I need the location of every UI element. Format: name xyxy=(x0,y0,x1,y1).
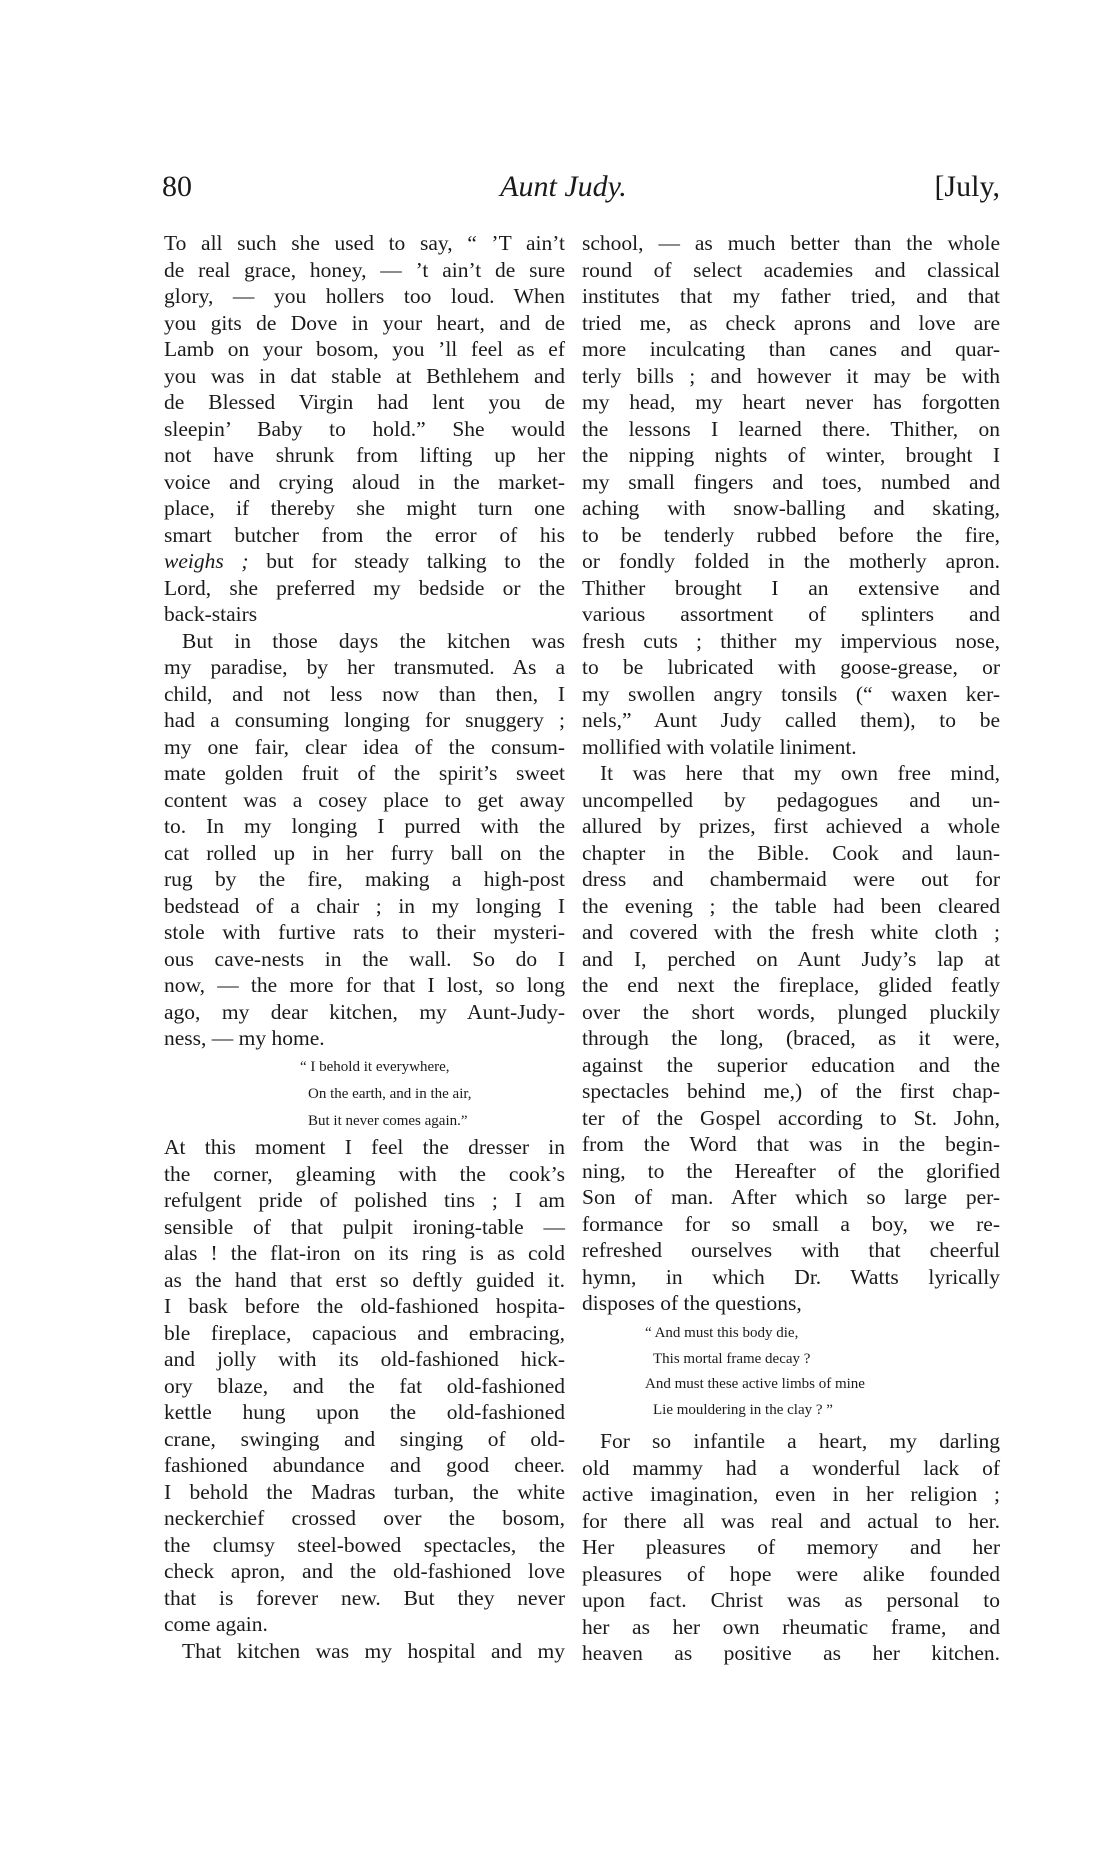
text-line: my paradise, by her transmuted. As a xyxy=(164,655,565,679)
text-line: de real grace, honey, — ’t ain’t de sure xyxy=(164,257,565,282)
text-line: stole with furtive rats to their mysteri- xyxy=(164,920,565,944)
text-line: school, — as much better than the whole xyxy=(582,231,1000,255)
text-line: Lord, she preferred my bedside or the xyxy=(164,575,565,600)
text-line: the clumsy steel-bowed spectacles, the xyxy=(164,1532,565,1557)
running-title: Aunt Judy. xyxy=(500,170,627,203)
text-line: ous cave-nests in the wall. So do I xyxy=(164,946,565,971)
text-line: rug by the fire, making a high-post xyxy=(164,867,565,891)
text-line: against the superior education and the xyxy=(582,1052,1000,1077)
issue-month: [July, xyxy=(934,170,1000,203)
text-line: to be lubricated with goose-grease, or xyxy=(582,655,1000,679)
text-line: active imagination, even in her religion ; xyxy=(582,1482,1000,1506)
text-line: neckerchief crossed over the bosom, xyxy=(164,1506,565,1530)
text-line: allured by prizes, first achieved a whole xyxy=(582,814,1000,838)
text-line: formance for so small a boy, we re- xyxy=(582,1211,1000,1236)
text-line: Thither brought I an extensive and xyxy=(582,575,1000,600)
text-line: to. In my longing I purred with the xyxy=(164,814,565,838)
text-line: place, if thereby she might turn one xyxy=(164,496,565,520)
text-line: ble fireplace, capacious and embracing, xyxy=(164,1320,565,1345)
text-line: smart butcher from the error of his xyxy=(164,522,565,547)
text-line xyxy=(164,548,565,575)
text-line: For so infantile a heart, my darling xyxy=(600,1429,1000,1453)
text-line: my small fingers and toes, numbed and xyxy=(582,469,1000,494)
poem-line: This mortal frame decay ? xyxy=(653,1350,811,1367)
text-line: various assortment of splinters and xyxy=(582,602,1000,626)
text-line: bedstead of a chair ; in my longing I xyxy=(164,893,565,918)
text-line: my swollen angry tonsils (“ waxen ker- xyxy=(582,681,1000,706)
text-line: It was here that my own free mind, xyxy=(600,761,1000,785)
text-line: Lamb on your bosom, you ’ll feel as ef xyxy=(164,337,565,361)
right-column-text-2 xyxy=(582,1428,1000,1667)
text-line: Son of man. After which so large per- xyxy=(582,1185,1000,1209)
poem-line: And must these active limbs of mine xyxy=(645,1376,865,1393)
left-column-text-1 xyxy=(164,230,565,1052)
italic-word: weighs ; xyxy=(164,549,249,573)
text-line: her as her own rheumatic frame, and xyxy=(582,1614,1000,1639)
text-line: sensible of that pulpit ironing-table — xyxy=(164,1214,565,1239)
text-line: the end next the fireplace, glided featly xyxy=(582,973,1000,997)
text-line: spectacles behind me,) of the first chap- xyxy=(582,1079,1000,1103)
text-line: Her pleasures of memory and her xyxy=(582,1535,1000,1559)
text-line: you was in dat stable at Bethlehem and xyxy=(164,363,565,388)
text-line: I bask before the old-fashioned hospita- xyxy=(164,1294,565,1318)
text-line: disposes of the questions, xyxy=(582,1291,802,1315)
left-column-text-2 xyxy=(164,1134,565,1664)
text-line: not have shrunk from lifting up her xyxy=(164,443,565,467)
text-line: my one fair, clear idea of the consum- xyxy=(164,734,565,759)
text-line: fashioned abundance and good cheer. xyxy=(164,1453,565,1477)
text-line: refulgent pride of polished tins ; I am xyxy=(164,1188,565,1212)
text-line: for there all was real and actual to her. xyxy=(582,1508,1000,1533)
text-line: terly bills ; and however it may be with xyxy=(582,363,1000,388)
text-line: check apron, and the old-fashioned love xyxy=(164,1559,565,1583)
right-column-text-1 xyxy=(582,230,1000,1317)
text-line: mollified with volatile liniment. xyxy=(582,734,857,759)
text-line: ter of the Gospel according to St. John, xyxy=(582,1105,1000,1130)
text-line: To all such she used to say, “ ’T ain’t xyxy=(164,231,565,255)
text-line: But in those days the kitchen was xyxy=(182,628,565,653)
text-line: kettle hung upon the old-fashioned xyxy=(164,1400,565,1424)
text-line: crane, swinging and singing of old- xyxy=(164,1426,565,1451)
text-line: uncompelled by pedagogues and un- xyxy=(582,787,1000,812)
text-line: tried me, as check aprons and love are xyxy=(582,310,1000,335)
text-line: and jolly with its old-fashioned hick- xyxy=(164,1347,565,1371)
text-line: ory blaze, and the fat old-fashioned xyxy=(164,1373,565,1398)
text-line: you gits de Dove in your heart, and de xyxy=(164,310,565,335)
text-line: my head, my heart never has forgotten xyxy=(582,390,1000,414)
text-line: sleepin’ Baby to hold.” She would xyxy=(164,416,565,441)
page-number: 80 xyxy=(162,170,192,203)
text-line: through the long, (braced, as it were, xyxy=(582,1026,1000,1050)
text-line: fresh cuts ; thither my impervious nose, xyxy=(582,628,1000,653)
text-line: the lessons I learned there. Thither, on xyxy=(582,416,1000,441)
text-line: more inculcating than canes and quar- xyxy=(582,337,1000,361)
text-line: alas ! the flat-iron on its ring is as cold xyxy=(164,1241,565,1265)
text-line: institutes that my father tried, and that xyxy=(582,284,1000,308)
text-line: the evening ; the table had been cleared xyxy=(582,893,1000,918)
text-line: and covered with the fresh white cloth ; xyxy=(582,920,1000,944)
poem-line: “ I behold it everywhere, xyxy=(300,1059,450,1075)
poem-line: On the earth, and in the air, xyxy=(308,1086,472,1102)
right-column-poem xyxy=(645,1321,865,1424)
text-line: At this moment I feel the dresser in xyxy=(164,1135,565,1159)
text-line: cat rolled up in her furry ball on the xyxy=(164,840,565,865)
text-line: content was a cosey place to get away xyxy=(164,787,565,812)
text-line: ning, to the Hereafter of the glorified xyxy=(582,1158,1000,1183)
text-line: refreshed ourselves with that cheerful xyxy=(582,1238,1000,1262)
text-line: the nipping nights of winter, brought I xyxy=(582,443,1000,467)
left-column-poem xyxy=(300,1054,472,1135)
text-line: chapter in the Bible. Cook and laun- xyxy=(582,840,1000,865)
text-line: as the hand that erst so deftly guided it. xyxy=(164,1267,565,1292)
text-line: mate golden fruit of the spirit’s sweet xyxy=(164,761,565,785)
poem-line: “ And must this body die, xyxy=(645,1325,799,1341)
text-line: or fondly folded in the motherly apron. xyxy=(582,549,1000,573)
text-line: had a consuming longing for snuggery ; xyxy=(164,708,565,732)
poem-line: But it never comes again.” xyxy=(308,1113,468,1129)
text-line: heaven as positive as her kitchen. xyxy=(582,1641,1000,1665)
text-line: nels,” Aunt Judy called them), to be xyxy=(582,708,1000,732)
text-line: hymn, in which Dr. Watts lyrically xyxy=(582,1264,1000,1289)
text-line: now, — the more for that I lost, so long xyxy=(164,973,565,997)
text-line: and I, perched on Aunt Judy’s lap at xyxy=(582,946,1000,971)
text-line: to be tenderly rubbed before the fire, xyxy=(582,522,1000,547)
text-line: old mammy had a wonderful lack of xyxy=(582,1455,1000,1480)
poem-line: Lie mouldering in the clay ? ” xyxy=(653,1402,833,1419)
text-line: round of select academies and classical xyxy=(582,257,1000,282)
text-line: de Blessed Virgin had lent you de xyxy=(164,390,565,414)
text-line: child, and not less now than then, I xyxy=(164,681,565,706)
text-line: dress and chambermaid were out for xyxy=(582,867,1000,891)
text-line: come again. xyxy=(164,1612,268,1636)
text-line: glory, — you hollers too loud. When xyxy=(164,284,565,308)
text-segment: but for steady talking to the xyxy=(248,549,565,573)
text-line: the corner, gleaming with the cook’s xyxy=(164,1161,565,1186)
text-line: back-stairs xyxy=(164,602,258,626)
text-line: aching with snow-balling and skating, xyxy=(582,496,1000,520)
text-line: pleasures of hope were alike founded xyxy=(582,1561,1000,1586)
text-line: over the short words, plunged pluckily xyxy=(582,999,1000,1024)
text-line: I behold the Madras turban, the white xyxy=(164,1479,565,1504)
text-line: ago, my dear kitchen, my Aunt-Judy- xyxy=(164,999,565,1024)
text-line: upon fact. Christ was as personal to xyxy=(582,1588,1000,1612)
text-line: that is forever new. But they never xyxy=(164,1585,565,1610)
text-line: That kitchen was my hospital and my xyxy=(182,1638,565,1663)
text-line: from the Word that was in the begin- xyxy=(582,1132,1000,1156)
text-line: ness, — my home. xyxy=(164,1026,325,1050)
text-line: voice and crying aloud in the market- xyxy=(164,469,565,494)
